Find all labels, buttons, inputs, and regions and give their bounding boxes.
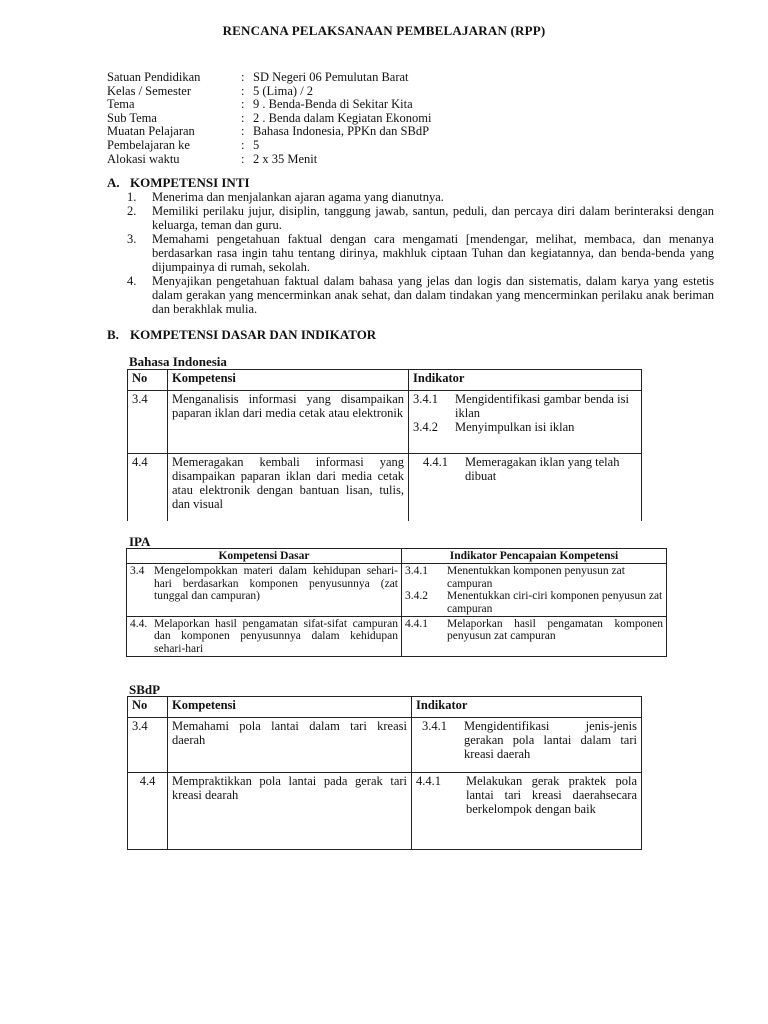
sbdp-table <box>127 696 642 850</box>
table-row <box>127 617 667 657</box>
row-kompetensi: Memahami pola lantai dalam tari kreasi daerah <box>168 718 412 773</box>
indikator-code: 3.4.2 <box>405 590 428 603</box>
info-value: 5 <box>253 137 260 152</box>
list-text: Memiliki perilaku jujur, disiplin, tanggung jawab, santun, peduli, dan percaya diri dalam berinteraksi dengan keluarga, teman dan guru. <box>152 204 714 232</box>
kompetensi-inti-list <box>127 190 714 316</box>
indikator-text: Mengidentifikasi jenis-jenis gerakan pola lantai dalam tari kreasi daerah <box>464 719 637 761</box>
table-header-row <box>128 370 642 391</box>
info-value: SD Negeri 06 Pemulutan Barat <box>253 70 409 84</box>
info-value: 2 x 35 Menit <box>253 151 318 166</box>
row-no: 3.4 <box>128 391 168 454</box>
row-kompetensi: Menganalisis informasi yang disampaikan paparan iklan dari media cetak atau elektronik <box>168 391 409 454</box>
info-label: Sub Tema <box>107 110 157 125</box>
info-colon: : <box>241 70 245 84</box>
info-block <box>107 70 431 165</box>
kd-item <box>130 565 398 602</box>
indikator-text: Memeragakan iklan yang telah dibuat <box>465 455 620 483</box>
list-text: Menerima dan menjalankan ajaran agama yang dianutnya. <box>152 190 444 204</box>
info-value: 9 . Benda-Benda di Sekitar Kita <box>253 97 413 112</box>
row-kompetensi: Memeragakan kembali informasi yang disampaikan paparan iklan dari media cetak atau elektronik dengan bantuan lisan, tulis, dan visual <box>168 454 409 521</box>
indikator-text: Melaporkan hasil pengamatan komponen penyusun zat campuran <box>447 618 663 643</box>
table-row <box>128 718 642 773</box>
info-row-pembelajaran <box>107 138 431 152</box>
row-indikator <box>409 454 642 521</box>
indikator-text: Menentukkan ciri-ciri komponen penyusun zat campuran <box>447 590 663 615</box>
section-b-heading <box>107 328 376 342</box>
list-number: 1. <box>127 190 137 204</box>
row-no: 4.4 <box>128 454 168 521</box>
info-colon: : <box>241 83 245 98</box>
kd-item <box>130 618 398 655</box>
indikator-code: 3.4.2 <box>413 420 438 434</box>
indikator-code: 3.4.1 <box>405 565 428 578</box>
header-indikator: Indikator <box>412 697 642 718</box>
indikator-code: 4.4.1 <box>423 455 448 469</box>
bahasa-indonesia-table <box>127 369 642 521</box>
row-indikator <box>402 617 667 657</box>
table-header-row <box>127 549 667 564</box>
indikator-item <box>405 590 663 615</box>
row-kompetensi-dasar <box>127 564 402 617</box>
list-number: 3. <box>127 232 137 246</box>
list-item <box>127 190 714 204</box>
indikator-code: 3.4.1 <box>422 719 447 733</box>
info-colon: : <box>241 97 245 112</box>
header-kompetensi-dasar: Kompetensi Dasar <box>127 549 402 564</box>
row-indikator <box>409 391 642 454</box>
info-label: Pembelajaran ke <box>107 137 190 152</box>
kd-text: Melaporkan hasil pengamatan sifat-sifat campuran dan komponen penyusunnya dalam kehidupan sehari-hari <box>154 618 398 655</box>
info-label: Kelas / Semester <box>107 83 192 98</box>
section-title: KOMPETENSI INTI <box>130 175 250 190</box>
indikator-text: Mengidentifikasi gambar benda isi iklan <box>455 392 629 420</box>
indikator-item <box>423 455 637 483</box>
indikator-item <box>405 565 663 590</box>
info-label: Muatan Pelajaran <box>107 124 195 139</box>
sbdp-heading: SBdP <box>129 682 161 697</box>
ipa-heading: IPA <box>129 534 151 549</box>
kd-code: 4.4. <box>130 618 148 631</box>
info-colon: : <box>241 110 245 125</box>
document-title: RENCANA PELAKSANAAN PEMBELAJARAN (RPP) <box>222 23 546 38</box>
indikator-item <box>422 719 637 761</box>
info-row-satuan <box>107 70 431 84</box>
indikator-code: 3.4.1 <box>413 392 438 406</box>
ipa-table <box>126 548 667 657</box>
row-indikator <box>412 718 642 773</box>
section-letter: B. <box>107 327 119 342</box>
row-no: 3.4 <box>128 718 168 773</box>
header-no: No <box>128 370 168 391</box>
indikator-code: 4.4.1 <box>416 774 441 788</box>
header-indikator: Indikator Pencapaian Kompetensi <box>402 549 667 564</box>
table-row <box>128 391 642 454</box>
info-label: Satuan Pendidikan <box>107 70 201 84</box>
row-no: 4.4 <box>128 773 168 850</box>
list-text: Menyajikan pengetahuan faktual dalam bahasa yang jelas dan logis dan sistematis, dalam karya yang estetis dalam gerakan yang mencerminkan anak sehat, dan dalam tindakan yang mencerminkan perilaku anak beriman dan berakhlak mulia. <box>152 274 714 316</box>
indikator-item <box>405 618 663 643</box>
table-row <box>127 564 667 617</box>
indikator-item <box>413 420 637 434</box>
list-number: 2. <box>127 204 137 218</box>
list-item <box>127 274 714 316</box>
bahasa-indonesia-heading: Bahasa Indonesia <box>129 354 227 369</box>
info-colon: : <box>241 124 245 139</box>
indikator-text: Melakukan gerak praktek pola lantai tari kreasi daerahsecara berkelompok dengan baik <box>466 774 637 816</box>
table-header-row <box>128 697 642 718</box>
info-row-alokasi <box>107 152 431 166</box>
info-label: Alokasi waktu <box>107 151 180 166</box>
header-kompetensi: Kompetensi <box>168 370 409 391</box>
indikator-text: Menyimpulkan isi iklan <box>455 420 575 434</box>
row-indikator <box>402 564 667 617</box>
info-row-kelas <box>107 84 431 98</box>
indikator-item <box>413 392 637 420</box>
indikator-item <box>416 774 637 816</box>
list-item <box>127 204 714 232</box>
row-kompetensi-dasar <box>127 617 402 657</box>
info-value: 2 . Benda dalam Kegiatan Ekonomi <box>253 110 432 125</box>
row-kompetensi: Mempraktikkan pola lantai pada gerak tari kreasi dearah <box>168 773 412 850</box>
section-a-heading <box>107 176 250 190</box>
info-colon: : <box>241 151 245 166</box>
list-number: 4. <box>127 274 137 288</box>
list-text: Memahami pengetahuan faktual dengan cara mengamati [mendengar, melihat, membaca, dan menanya berdasarkan rasa ingin tahu tentang dirinya, makhluk ciptaan Tuhan dan kegiatannya, dan benda-benda yang dijumpainya di rumah, sekolah. <box>152 232 714 274</box>
indikator-text: Menentukkan komponen penyusun zat campuran <box>447 565 625 590</box>
header-kompetensi: Kompetensi <box>168 697 412 718</box>
info-row-muatan <box>107 124 431 138</box>
info-value: Bahasa Indonesia, PPKn dan SBdP <box>253 124 430 139</box>
info-colon: : <box>241 137 245 152</box>
table-row <box>128 454 642 521</box>
list-item <box>127 232 714 274</box>
section-title: KOMPETENSI DASAR DAN INDIKATOR <box>130 327 377 342</box>
info-row-tema <box>107 97 431 111</box>
info-label: Tema <box>107 97 135 112</box>
table-row <box>128 773 642 850</box>
header-indikator: Indikator <box>409 370 642 391</box>
kd-code: 3.4 <box>130 565 145 578</box>
section-letter: A. <box>107 175 120 190</box>
indikator-code: 4.4.1 <box>405 618 428 631</box>
header-no: No <box>128 697 168 718</box>
row-indikator <box>412 773 642 850</box>
kd-text: Mengelompokkan materi dalam kehidupan sehari-hari berdasarkan komponen penyusunnya (zat tunggal dan campuran) <box>154 565 398 603</box>
info-value: 5 (Lima) / 2 <box>253 83 314 98</box>
info-row-subtema <box>107 111 431 125</box>
